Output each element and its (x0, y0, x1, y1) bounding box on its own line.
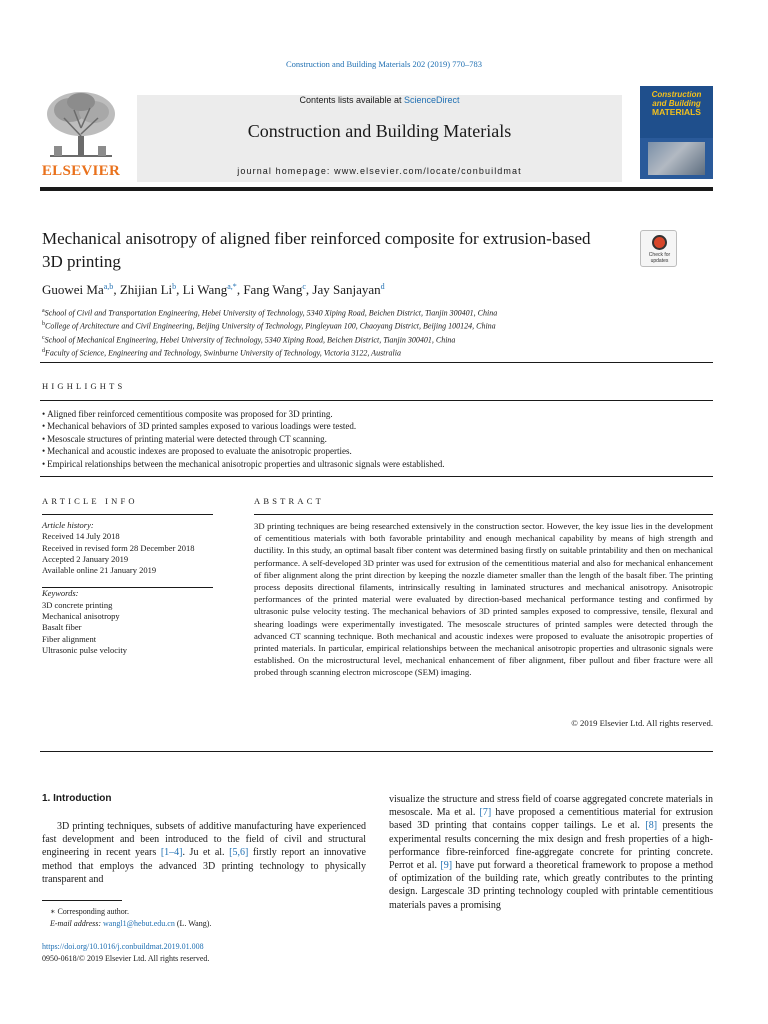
email-note (42, 918, 366, 930)
reference-link[interactable]: [9] (440, 860, 453, 872)
affiliation-text: Faculty of Science, Engineering and Technology, Swinburne University of Technology, Victoria 3122, Australia (45, 348, 401, 358)
body-text: . Ju et al. (182, 847, 230, 859)
corresponding-author-label: Corresponding author. (57, 907, 129, 916)
body-text: have put forward a theoretical framework to propose a method of optimization of the building rate, which greatly contributes to the printing design. Largescale 3D printing technology coupled with printable cementitious materials paves a promising (389, 860, 713, 911)
author-name[interactable]: Jay Sanjayan (312, 282, 381, 297)
crossmark-icon (652, 235, 667, 250)
author-affiliation-marker[interactable]: d (380, 282, 385, 291)
divider (254, 514, 713, 515)
keyword: 3D concrete printing (42, 599, 113, 610)
footnotes (42, 906, 366, 930)
affiliation (42, 319, 662, 332)
abstract-copyright: © 2019 Elsevier Ltd. All rights reserved. (571, 718, 713, 728)
affiliation (42, 346, 662, 359)
author-name[interactable]: Li Wang (182, 282, 228, 297)
author-name[interactable]: Zhijian Li (119, 282, 173, 297)
divider (40, 362, 713, 363)
cover-title-block (640, 86, 713, 138)
corresponding-author-note: ∗ Corresponding author. (50, 907, 129, 916)
affiliation-marker: a (42, 308, 45, 314)
highlights-list (42, 408, 712, 470)
highlight-item: • Empirical relationships between the mechanical anisotropic properties and ultrasonic signals were established. (42, 458, 712, 470)
affiliation-marker: c (42, 334, 45, 341)
cover-line-3: MATERIALS (652, 107, 701, 117)
history-entry: Received in revised form 28 December 2018 (42, 542, 195, 553)
keyword: Mechanical anisotropy (42, 611, 120, 622)
journal-citation-link[interactable]: Construction and Building Materials 202 (2019) 770–783 (286, 59, 482, 69)
email-suffix: (L. Wang). (174, 919, 212, 928)
header-divider (40, 187, 713, 191)
footnote-divider (42, 900, 122, 901)
affiliation-marker: d (42, 347, 45, 354)
article-info-heading: ARTICLE INFO (42, 496, 138, 506)
issn-copyright: 0950-0618/© 2019 Elsevier Ltd. All rights reserved. (42, 954, 210, 963)
highlight-item: • Mesoscale structures of printing material were detected through CT scanning. (42, 433, 712, 445)
cover-line-1: Construction (651, 90, 702, 99)
divider (40, 751, 713, 752)
introduction-heading: 1. Introduction (42, 793, 112, 804)
keywords-label: Keywords: (42, 588, 79, 599)
highlights-heading: HIGHLIGHTS (42, 381, 126, 391)
cover-image (648, 142, 705, 175)
affiliation-text: College of Architecture and Civil Engineering, Beijing University of Technology, Pingleyuan 100, Chaoyang District, Beijing 100124, China (45, 321, 496, 331)
cover-line-2: and Building (652, 99, 701, 108)
contents-prefix: Contents lists available at (299, 95, 405, 105)
history-entry: Available online 21 January 2019 (42, 565, 157, 576)
highlight-item: • Mechanical and acoustic indexes are proposed to evaluate the anisotropic properties. (42, 445, 712, 457)
doi-block (42, 941, 366, 965)
article-title: Mechanical anisotropy of aligned fiber reinforced composite for extrusion-based 3D printing (42, 229, 591, 271)
affiliation-text: School of Civil and Transportation Engineering, Hebei University of Technology, 5340 Xiping Road, Beichen District, Tianjin 300401, China (44, 308, 498, 318)
journal-homepage[interactable]: journal homepage: www.elsevier.com/locate/conbuildmat (237, 166, 522, 176)
history-entry: Received 14 July 2018 (42, 531, 120, 542)
author-name[interactable]: Guowei Ma (42, 282, 104, 297)
reference-link[interactable]: [8] (645, 820, 658, 832)
author-list: Guowei Ma$^{a,b}$, Zhijian Li$^b$, Li Wang$^{a,*}$, Fang Wang$^c$, Jay Sanjayan$^d$ (42, 282, 385, 297)
check-for-updates-badge[interactable] (640, 230, 677, 267)
divider (40, 476, 713, 477)
author-affiliation-marker[interactable]: b (172, 282, 177, 291)
history-entry: Accepted 2 January 2019 (42, 553, 129, 564)
elsevier-wordmark: ELSEVIER (41, 163, 121, 179)
affiliation-marker: b (42, 321, 45, 328)
divider (42, 587, 213, 588)
introduction-left-column (42, 820, 366, 886)
sciencedirect-link[interactable]: ScienceDirect (404, 95, 460, 105)
abstract-heading: ABSTRACT (254, 496, 324, 506)
reference-link[interactable]: [5,6] (229, 847, 249, 859)
body-text: 3D printing techniques, subsets of additive manufacturing have experienced fast development and been introduced to the field of civil and structural engineering in recent years (42, 821, 366, 859)
author-affiliation-marker[interactable]: a,b (103, 282, 114, 291)
introduction-right-column (389, 793, 713, 912)
history-label: Article history: (42, 520, 94, 530)
body-text: presents the experimental results concerning the mix design and fresh properties of a high-performance fibre-reinforced fine-aggregate concrete for printing concrete. Perrot et al. (389, 820, 713, 872)
author-name[interactable]: Fang Wang (243, 282, 303, 297)
keyword: Ultrasonic pulse velocity (42, 644, 127, 655)
check-for-updates-label: Check for updates (648, 252, 671, 264)
highlight-item: • Mechanical behaviors of 3D printed samples exposed to various loadings were tested. (42, 420, 712, 432)
author-affiliation-marker[interactable]: a,* (227, 282, 237, 291)
article-info (42, 520, 217, 656)
contents-line (137, 95, 622, 105)
keyword: Basalt fiber (42, 622, 82, 633)
affiliations (42, 306, 662, 359)
email-link[interactable]: wangl1@hebut.edu.cn (103, 919, 175, 928)
reference-link[interactable]: [1–4] (160, 847, 183, 859)
affiliation (42, 306, 662, 319)
keyword: Fiber alignment (42, 633, 97, 644)
email-label: E-mail address: (50, 919, 104, 928)
journal-title: Construction and Building Materials (247, 121, 512, 141)
affiliation (42, 333, 662, 346)
reference-link[interactable]: [7] (479, 807, 492, 819)
body-text: visualize the structure and stress field of coarse aggregated concrete materials in mesoscale. Ma et al. (389, 794, 713, 819)
body-text: firstly report an innovative method that employs the advanced 3D printing technology to physically transparent and (42, 847, 366, 885)
body-text: have proposed a cementitious material for extrusion based 3D printing that contains copper tailings. Le et al. (389, 807, 713, 832)
journal-cover-thumbnail[interactable] (640, 86, 713, 179)
divider (40, 400, 713, 401)
highlight-item: • Aligned fiber reinforced cementitious composite was proposed for 3D printing. (42, 408, 712, 420)
doi-link[interactable]: https://doi.org/10.1016/j.conbuildmat.2019.01.008 (42, 942, 204, 951)
affiliation-text: School of Mechanical Engineering, Hebei University of Technology, 5340 Xiping Road, Beichen District, Tianjin 300401, China (44, 335, 456, 345)
divider (42, 514, 213, 515)
abstract-text: 3D printing techniques are being researched extensively in the construction sector. However, the key issue lies in the development of cementitious materials with both favorable printability and enough mechanical capability by means of high strength and ductility. In this study, an optimal basalt fiber content was determined basing firstly on suitable printability and then on mechanical performance. A self-developed 3D printer was used for extrusion of the cementitious material and also for mechanical enhancement of fiber alignment along the print direction by keeping the nozzle diameter smaller than the length of the basalt fiber. The printing process deposits directional filaments, intrinsically resulting in laminated structures and mechanical anisotropy. Anisotropic performances of the printed material were evaluated by direction-based mechanical performance testing and confirmed by ultrasonic pulse velocity testing. The mechanical behaviors of 3D printed samples exposed to compressive, tensile, flexural and shearing loadings were experimentally investigated. The mesoscale structures of printed samples were detected through the advanced CT scanning technique. Both mechanical and acoustic indexes were proposed to evaluate the anisotropic properties of printed materials. In particular, empirical relationships between the mechanical anisotropic properties and ultrasonic signals were established. On the microstructural level, mechanical enhancement of fiber alignment, fiber pullout and fiber fracture were all probed through scanning electron microscope (SEM) imaging. (254, 521, 713, 678)
author-affiliation-marker[interactable]: c (302, 282, 306, 291)
